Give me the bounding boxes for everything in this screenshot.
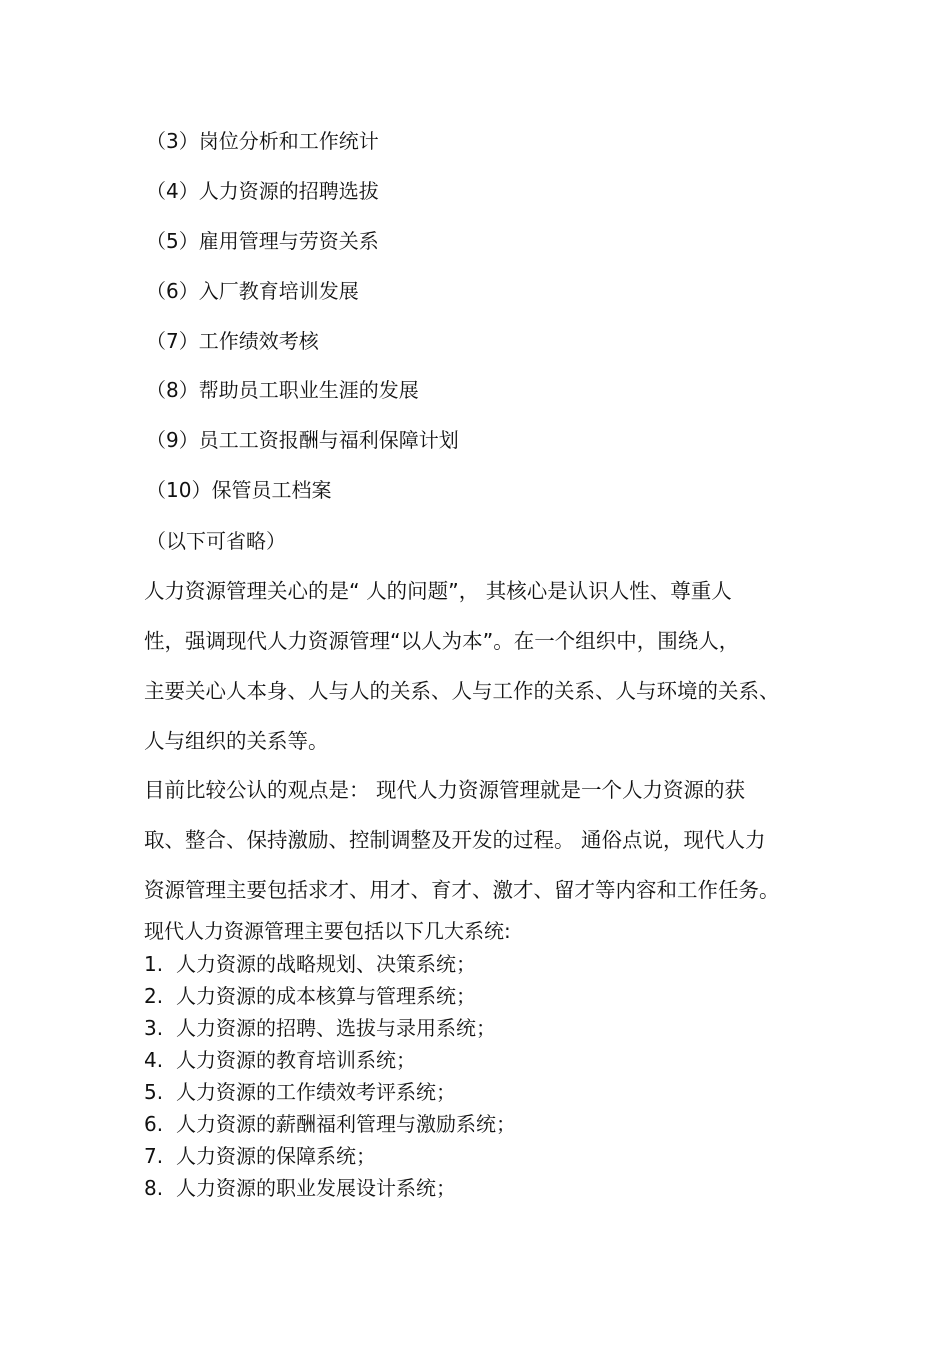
omit-note: （以下可省略） xyxy=(146,529,286,553)
system-number: 5. xyxy=(144,1080,164,1104)
system-item xyxy=(144,1015,496,1041)
function-item-4: （4）人力资源的招聘选拔 xyxy=(146,179,379,203)
systems-heading: 现代人力资源管理主要包括以下几大系统: xyxy=(144,919,511,943)
function-item-10: （10）保管员工档案 xyxy=(146,478,332,502)
system-number: 1. xyxy=(144,952,164,976)
paragraph-line: 取、整合、保持激励、控制调整及开发的过程。 通俗点说，现代人力 xyxy=(144,828,766,852)
paragraph-line: 人与组织的关系等。 xyxy=(144,729,329,753)
function-item-9: （9）员工工资报酬与福利保障计划 xyxy=(146,428,459,452)
paragraph-line: 资源管理主要包括求才、用才、育才、激才、留才等内容和工作任务。 xyxy=(144,878,780,902)
function-item-7: （7）工作绩效考核 xyxy=(146,329,319,353)
system-text: 人力资源的教育培训系统； xyxy=(176,1048,416,1072)
system-number: 3. xyxy=(144,1016,164,1040)
system-item xyxy=(144,1143,376,1169)
system-number: 8. xyxy=(144,1176,164,1200)
system-item xyxy=(144,1079,456,1105)
system-item xyxy=(144,983,476,1009)
system-item xyxy=(144,1175,456,1201)
function-item-6: （6）入厂教育培训发展 xyxy=(146,279,359,303)
paragraph-line: 性，强调现代人力资源管理“以人为本”。在一个组织中，围绕人， xyxy=(144,629,740,653)
function-item-3: （3）岗位分析和工作统计 xyxy=(146,129,379,153)
system-number: 6. xyxy=(144,1112,164,1136)
paragraph-line: 人力资源管理关心的是“ 人的问题”， 其核心是认识人性、尊重人 xyxy=(144,579,732,603)
system-text: 人力资源的成本核算与管理系统； xyxy=(176,984,476,1008)
paragraph-line: 主要关心人本身、人与人的关系、人与工作的关系、人与环境的关系、 xyxy=(144,679,780,703)
system-text: 人力资源的保障系统； xyxy=(176,1144,376,1168)
system-text: 人力资源的战略规划、决策系统； xyxy=(176,952,476,976)
paragraph-line: 目前比较公认的观点是： 现代人力资源管理就是一个人力资源的获 xyxy=(144,778,746,802)
system-text: 人力资源的工作绩效考评系统； xyxy=(176,1080,456,1104)
function-item-5: （5）雇用管理与劳资关系 xyxy=(146,229,379,253)
system-text: 人力资源的招聘、选拔与录用系统； xyxy=(176,1016,496,1040)
system-number: 4. xyxy=(144,1048,164,1072)
system-number: 7. xyxy=(144,1144,164,1168)
system-number: 2. xyxy=(144,984,164,1008)
system-text: 人力资源的薪酬福利管理与激励系统； xyxy=(176,1112,516,1136)
system-item xyxy=(144,951,476,977)
system-item xyxy=(144,1111,516,1137)
system-item xyxy=(144,1047,416,1073)
system-text: 人力资源的职业发展设计系统； xyxy=(176,1176,456,1200)
function-item-8: （8）帮助员工职业生涯的发展 xyxy=(146,378,419,402)
